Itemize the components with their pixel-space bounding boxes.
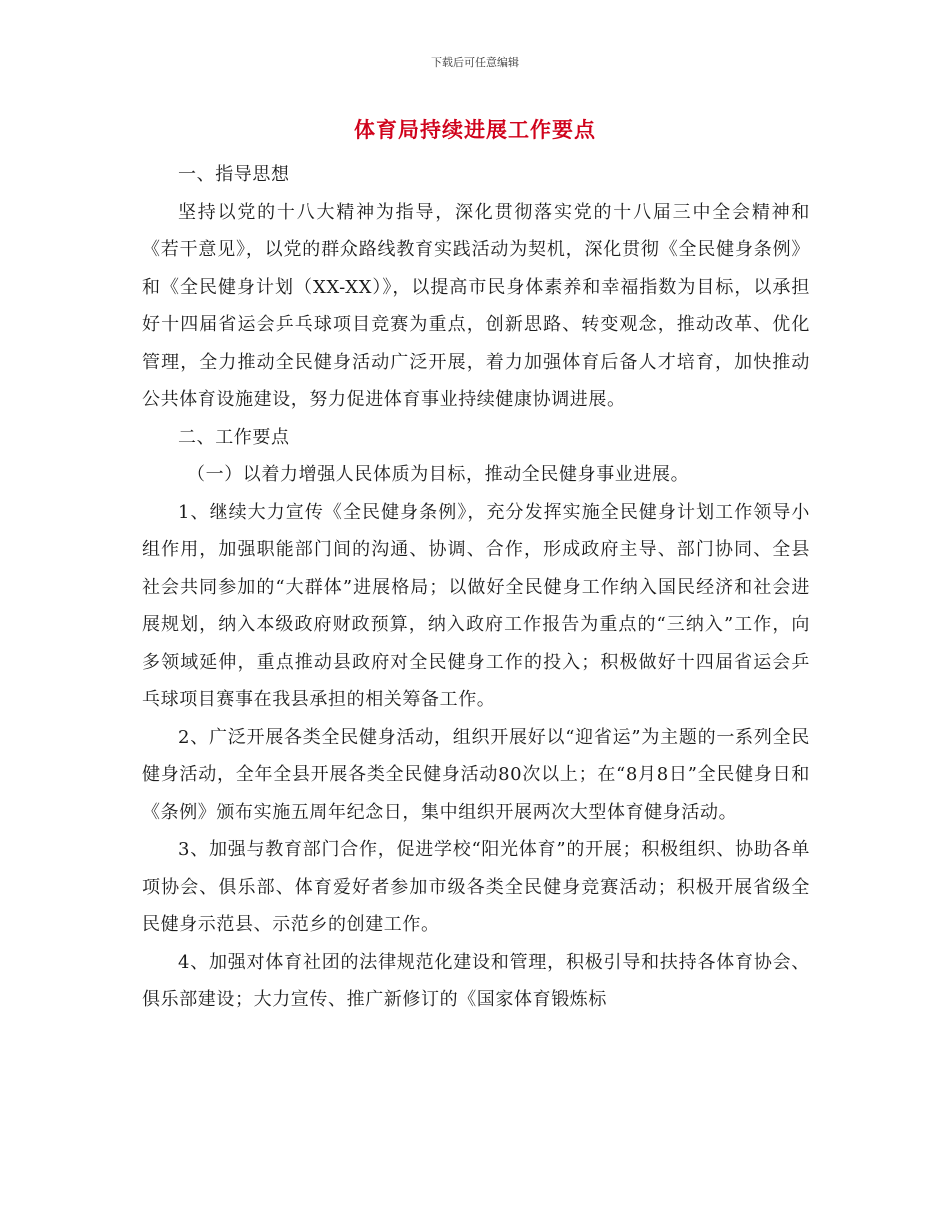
document-body [142, 156, 810, 1019]
paragraph-guiding-ideology: 坚持以党的十八大精神为指导，深化贯彻落实党的十八届三中全会精神和《若干意见》，以党的群众路线教育实践活动为契机，深化贯彻《全民健身条例》和《全民健身计划（XX-XX）》，以提高市民身体素养和幸福指数为目标，以承担好十四届省运会乒乓球项目竞赛为重点，创新思路、转变观念，推动改革、优化管理，全力推动全民健身活动广泛开展，着力加强体育后备人才培育，加快推动公共体育设施建设，努力促进体育事业持续健康协调进展。 [142, 201, 810, 410]
paragraph-item-2: 2、广泛开展各类全民健身活动，组织开展好以“迎省运”为主题的一系列全民健身活动，全年全县开展各类全民健身活动80次以上；在“8月8日”全民健身日和《条例》颁布实施五周年纪念日，集中组织开展两次大型体育健身活动。 [142, 726, 810, 823]
document-title: 体育局持续进展工作要点 [354, 118, 596, 142]
paragraph-item-4: 4、加强对体育社团的法律规范化建设和管理，积极引导和扶持各体育协会、俱乐部建设；大力宣传、推广新修订的《国家体育锻炼标 [142, 951, 810, 1010]
subsection-heading-1: （一）以着力增强人民体质为目标，推动全民健身事业进展。 [187, 464, 690, 485]
paragraph-item-1: 1、继续大力宣传《全民健身条例》，充分发挥实施全民健身计划工作领导小组作用，加强职能部门间的沟通、协调、合作，形成政府主导、部门协同、全县社会共同参加的“大群体”进展格局；以做好全民健身工作纳入国民经济和社会进展规划，纳入本级政府财政预算，纳入政府工作报告为重点的“三纳入”工作，向多领域延伸，重点推动县政府对全民健身工作的投入；积极做好十四届省运会乒乓球项目赛事在我县承担的相关筹备工作。 [142, 501, 810, 710]
paragraph-item-3: 3、加强与教育部门合作，促进学校“阳光体育”的开展；积极组织、协助各单项协会、俱乐部、体育爱好者参加市级各类全民健身竞赛活动；积极开展省级全民健身示范县、示范乡的创建工作。 [142, 839, 810, 935]
section-heading-guiding-ideology: 一、指导思想 [178, 164, 290, 185]
header-note: 下载后可任意编辑 [431, 56, 519, 69]
section-heading-work-points: 二、工作要点 [178, 426, 290, 448]
